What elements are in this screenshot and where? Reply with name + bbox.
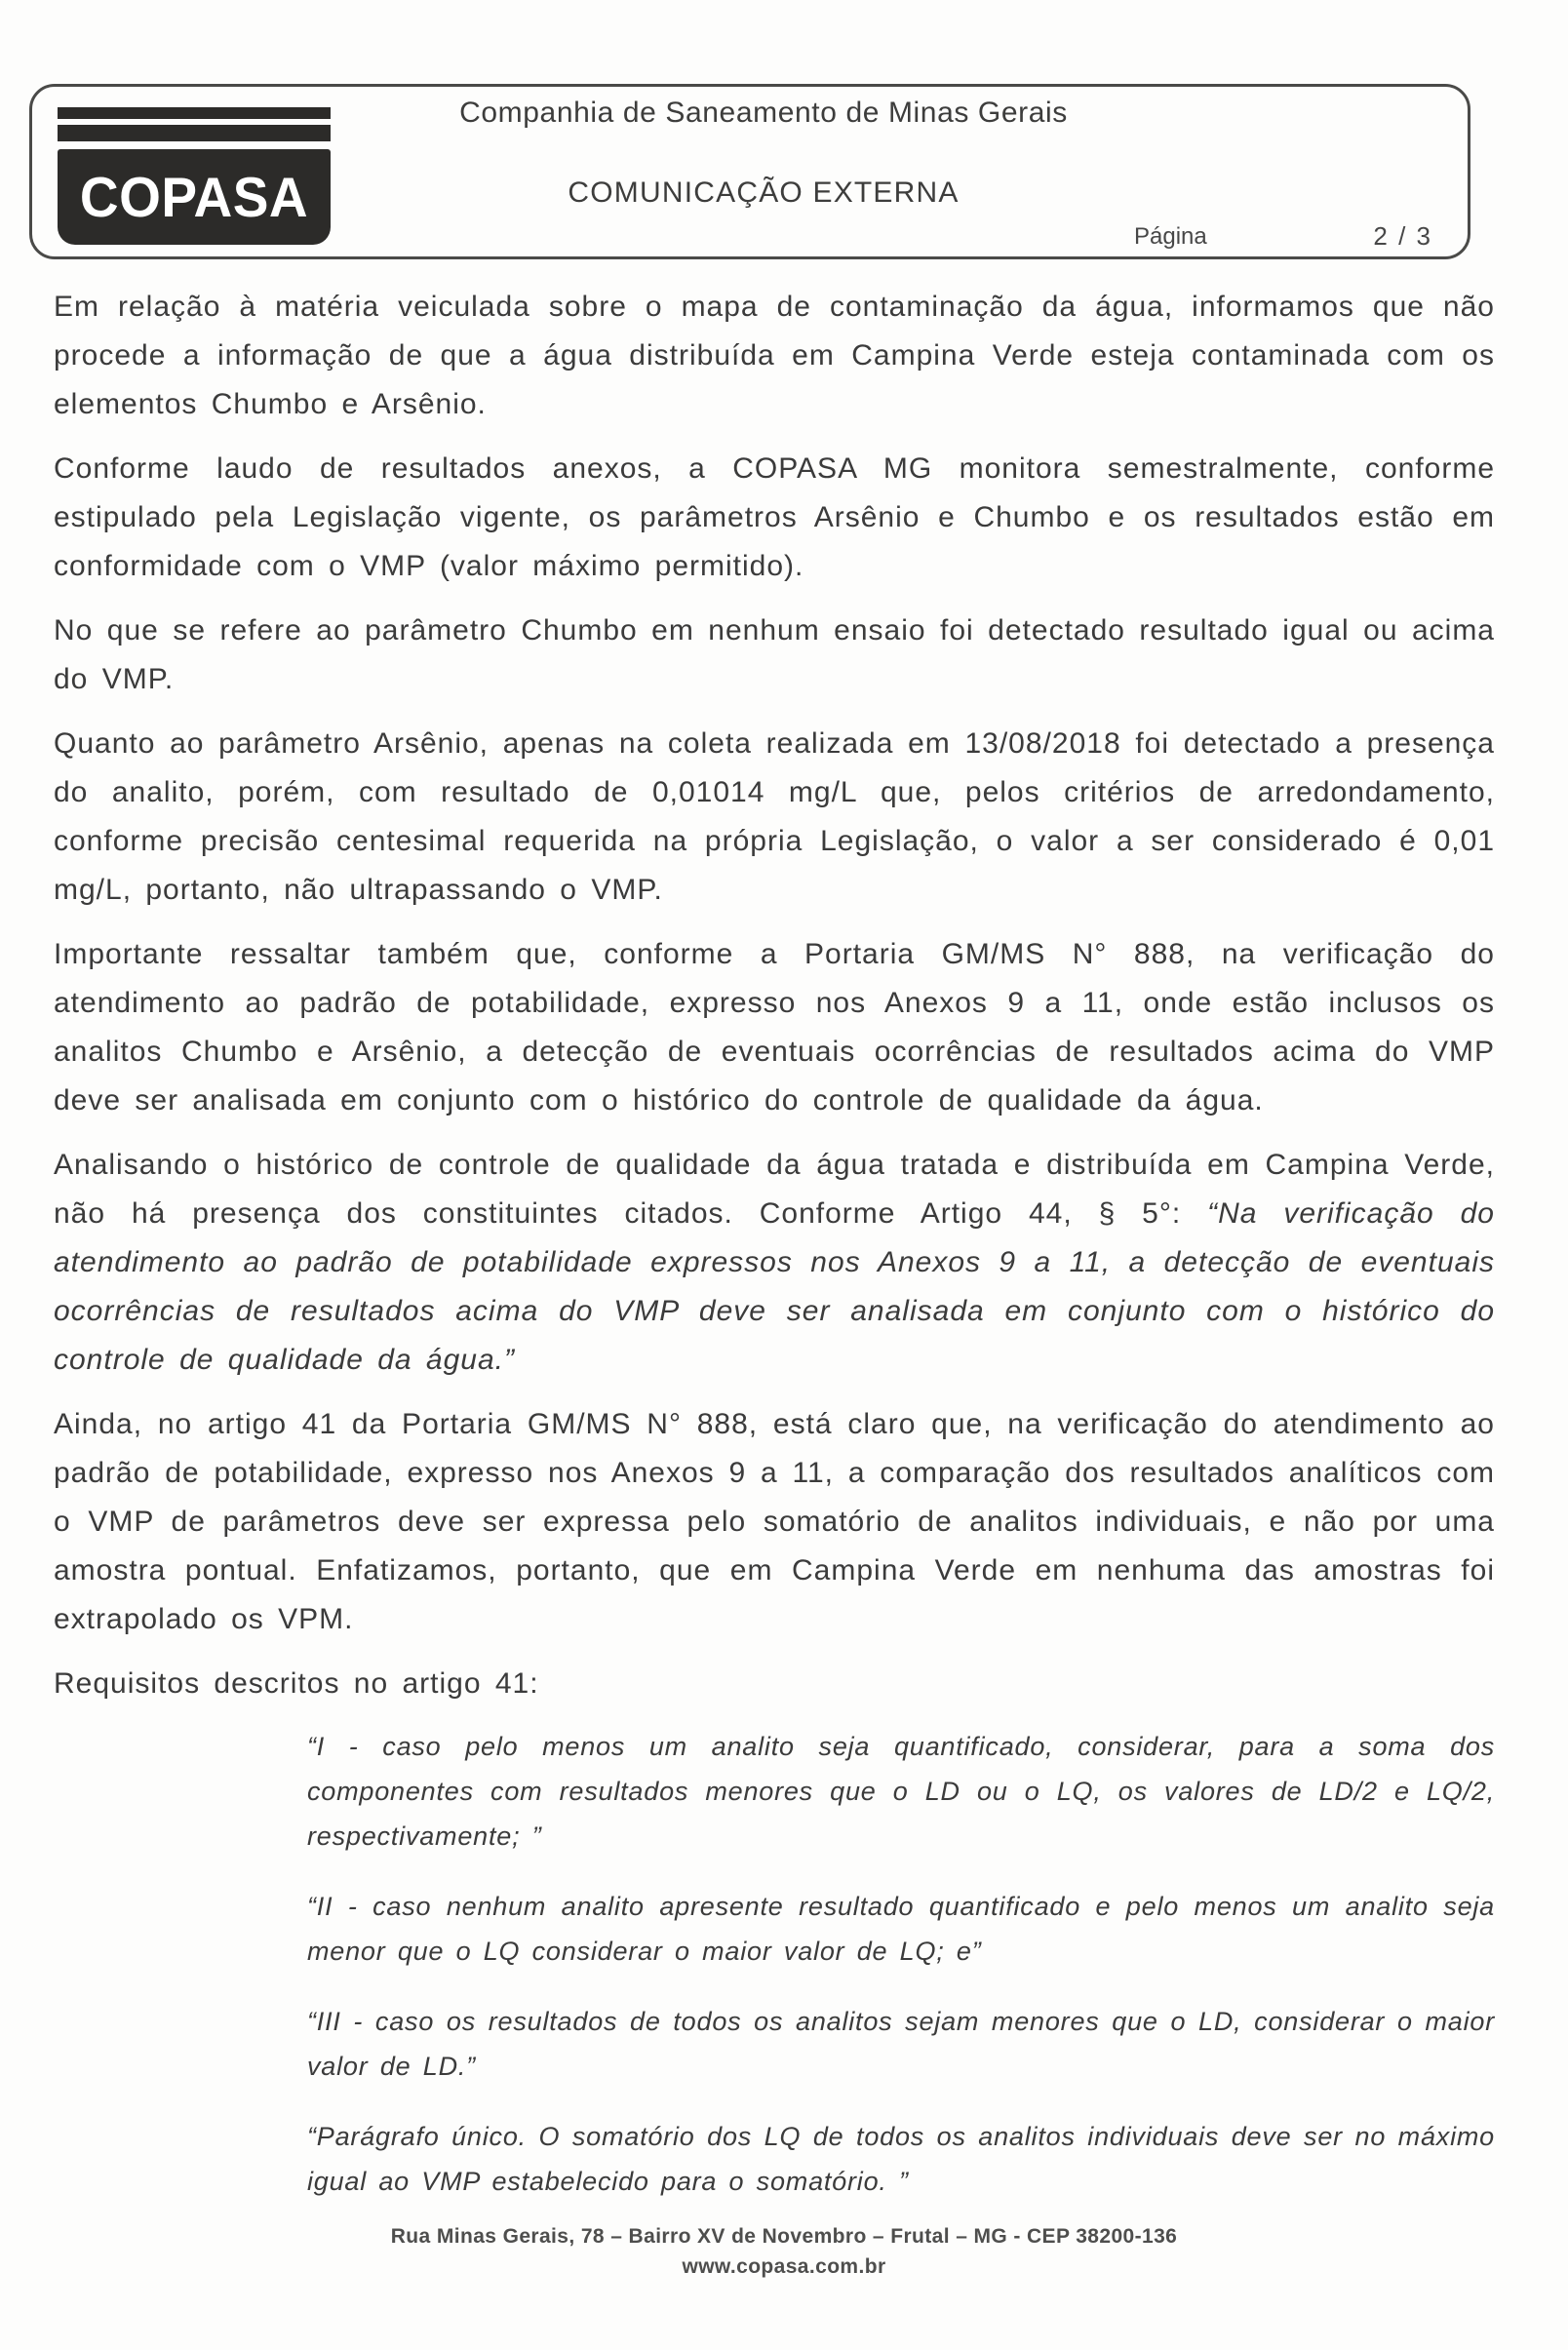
company-name: Companhia de Saneamento de Minas Gerais (459, 97, 1068, 129)
paragraph-ainda: Ainda, no artigo 41 da Portaria GM/MS N° 888, está claro que, na verificação do atendimento ao padrão de potabilidade, expresso nos Anexos 9 a 11, a comparação dos resultados analíticos com o VMP de parâmetros deve ser expressa pelo somatório de analitos individuais, e não por uma amostra pontual. Enfatizamos, portanto, que em Campina Verde em nenhuma das amostras foi extrapolado os VPM. (54, 1408, 1495, 1635)
paragraph-analisando-text: Analisando o histórico de controle de qualidade da água tratada e distribuída em Campina Verde, não há presença dos constituintes citados. Conforme Artigo 44, § 5°: (54, 1149, 1495, 1230)
document-footer (0, 2225, 1568, 2279)
quote-item-1: “I - caso pelo menos um analito seja quantificado, considerar, para a soma dos componentes com resultados menores que o LD ou o LQ, os valores de LD/2 e LQ/2, respectivamente; ” (307, 1732, 1495, 1851)
logo-stripe-thick (58, 125, 331, 141)
quote-item-2: “II - caso nenhum analito apresente resultado quantificado e pelo menos um analito seja menor que o LQ considerar o maior valor de LQ; e” (307, 1892, 1495, 1966)
paragraph-requisitos: Requisitos descritos no artigo 41: (54, 1667, 539, 1700)
paragraph-conforme-laudo: Conforme laudo de resultados anexos, a COPASA MG monitora semestralmente, conforme estipulado pela Legislação vigente, os parâmetros Arsênio e Chumbo e os resultados estão em conformidade com o VMP (valor máximo permitido). (54, 452, 1495, 582)
copasa-logo (58, 107, 331, 245)
paragraph-arsenio: Quanto ao parâmetro Arsênio, apenas na coleta realizada em 13/08/2018 foi detectado a presença do analito, porém, com resultado de 0,01014 mg/L que, pelos critérios de arredondamento, conforme precisão centesimal requerida na própria Legislação, o valor a ser considerado é 0,01 mg/L, portanto, não ultrapassando o VMP. (54, 727, 1495, 906)
document-header (29, 84, 1470, 259)
paragraph-analisando (54, 1141, 1495, 1385)
paragraph-em-relacao: Em relação à matéria veiculada sobre o mapa de contaminação da água, informamos que não procede a informação de que a água distribuída em Campina Verde esteja contaminada com os elementos Chumbo e Arsênio. (54, 291, 1495, 420)
footer-address: Rua Minas Gerais, 78 – Bairro XV de Novembro – Frutal – MG - CEP 38200-136 (390, 2225, 1178, 2248)
page-number: 2 / 3 (1373, 221, 1432, 251)
footer-website: www.copasa.com.br (682, 2255, 886, 2278)
quote-item-3: “III - caso os resultados de todos os analitos sejam menores que o LD, considerar o maior valor de LD.” (307, 2007, 1495, 2081)
logo-stripe-thin (58, 107, 331, 119)
page-label: Página (1134, 223, 1207, 250)
logo-block (58, 149, 331, 245)
paragraph-chumbo: No que se refere ao parâmetro Chumbo em nenhum ensaio foi detectado resultado igual ou acima do VMP. (54, 614, 1495, 695)
artigo-44-citation: “Na verificação do atendimento ao padrão de potabilidade expressos nos Anexos 9 a 11, a detecção de eventuais ocorrências de resultados acima do VMP deve ser analisada em conjunto com o histórico do controle de qualidade da água.” (54, 1197, 1495, 1376)
document-body (54, 283, 1495, 2229)
paragraph-importante: Importante ressaltar também que, conforme a Portaria GM/MS N° 888, na verificação do atendimento ao padrão de potabilidade, expresso nos Anexos 9 a 11, onde estão inclusos os analitos Chumbo e Arsênio, a detecção de eventuais ocorrências de resultados acima do VMP deve ser analisada em conjunto com o histórico do controle de qualidade da água. (54, 938, 1495, 1116)
document-type-title: COMUNICAÇÃO EXTERNA (568, 176, 960, 209)
quote-paragrafo-unico: “Parágrafo único. O somatório dos LQ de todos os analitos individuais deve ser no máximo igual ao VMP estabelecido para o somatório. ” (307, 2122, 1495, 2196)
logo-text: COPASA (79, 165, 309, 229)
